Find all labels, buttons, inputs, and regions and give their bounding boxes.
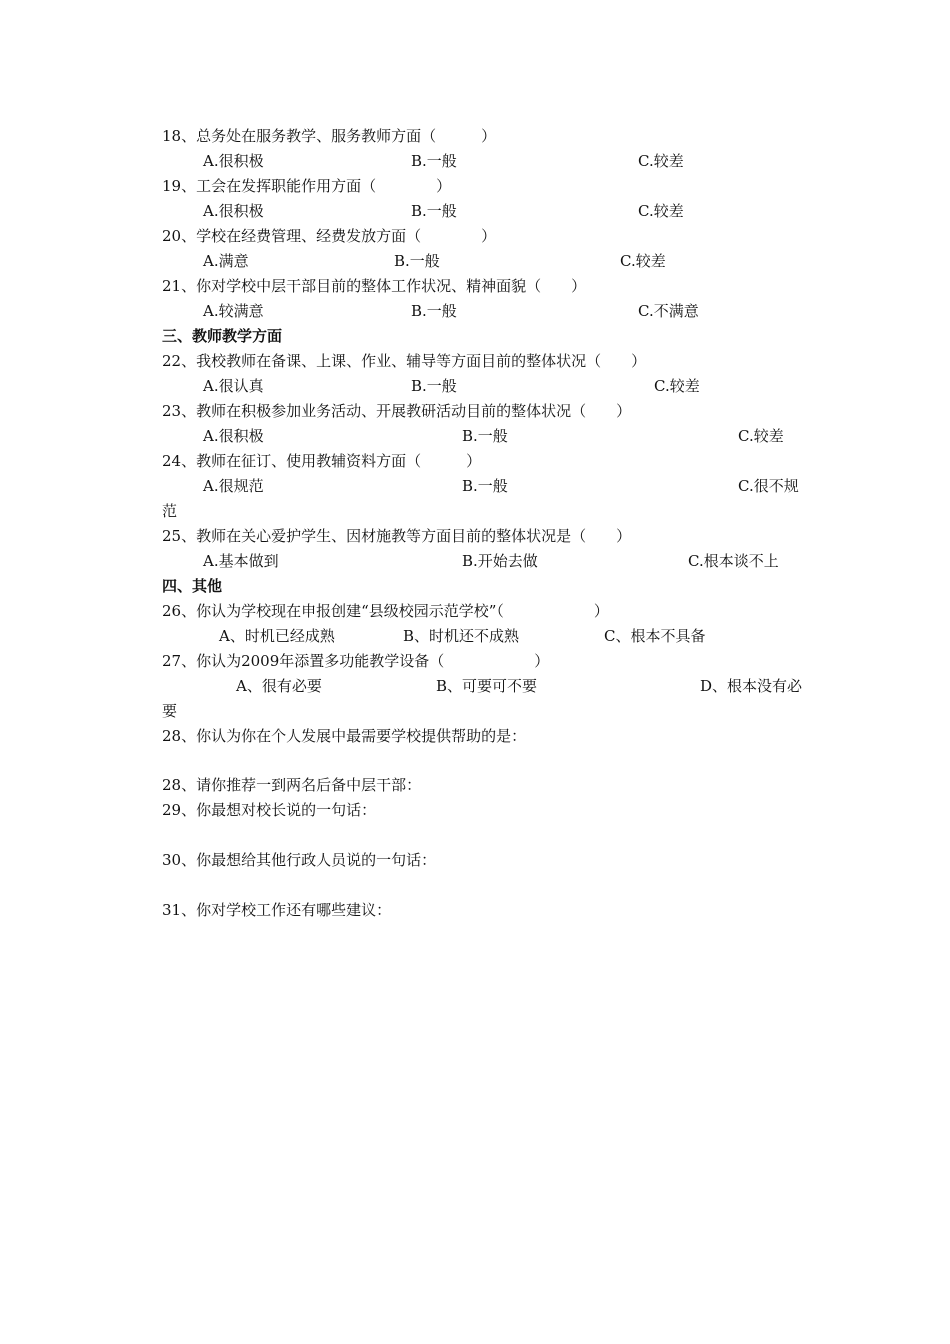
open-question-28: 28、你认为你在个人发展中最需要学校提供帮助的是： bbox=[162, 727, 527, 745]
option-b: B.一般 bbox=[411, 302, 457, 320]
question-25: 25、教师在关心爱护学生、因材施教等方面目前的整体状况是（ ） bbox=[162, 527, 632, 545]
question-27: 27、你认为2009年添置多功能教学设备（ ） bbox=[162, 652, 550, 670]
section-heading: 三、教师教学方面 bbox=[162, 327, 283, 345]
option-b: B.开始去做 bbox=[462, 552, 538, 570]
option-b: B.一般 bbox=[411, 202, 457, 220]
section-heading: 四、其他 bbox=[162, 577, 223, 595]
open-question-30: 30、你最想给其他行政人员说的一句话： bbox=[162, 851, 437, 869]
option-a: A.较满意 bbox=[203, 302, 264, 320]
option-b: B.一般 bbox=[411, 152, 457, 170]
option-a: A.满意 bbox=[203, 252, 249, 270]
option-c: C.较差 bbox=[620, 252, 666, 270]
question-26: 26、你认为学校现在申报创建“县级校园示范学校”（ ） bbox=[162, 602, 609, 620]
open-question-28b: 28、请你推荐一到两名后备中层干部： bbox=[162, 776, 422, 794]
option-a: A、很有必要 bbox=[236, 677, 322, 695]
option-b: B.一般 bbox=[394, 252, 440, 270]
option-d: D、根本没有必 bbox=[700, 677, 803, 695]
question-22: 22、我校教师在备课、上课、作业、辅导等方面目前的整体状况（ ） bbox=[162, 352, 647, 370]
wrapped-text: 范 bbox=[162, 502, 178, 520]
open-question-29: 29、你最想对校长说的一句话： bbox=[162, 801, 377, 819]
question-18: 18、总务处在服务教学、服务教师方面（ ） bbox=[162, 127, 497, 145]
option-c: C.较差 bbox=[638, 202, 684, 220]
option-a: A.基本做到 bbox=[203, 552, 279, 570]
option-a: A.很积极 bbox=[203, 202, 264, 220]
option-b: B、时机还不成熟 bbox=[403, 627, 520, 645]
option-c: C.很不规 bbox=[738, 477, 799, 495]
option-c: C.不满意 bbox=[638, 302, 699, 320]
option-b: B、可要可不要 bbox=[436, 677, 538, 695]
question-21: 21、你对学校中层干部目前的整体工作状况、精神面貌（ ） bbox=[162, 277, 587, 295]
question-20: 20、学校在经费管理、经费发放方面（ ） bbox=[162, 227, 497, 245]
option-c: C、根本不具备 bbox=[604, 627, 706, 645]
option-a: A.很认真 bbox=[203, 377, 264, 395]
open-question-31: 31、你对学校工作还有哪些建议： bbox=[162, 901, 392, 919]
option-c: C.较差 bbox=[738, 427, 784, 445]
question-19: 19、工会在发挥职能作用方面（ ） bbox=[162, 177, 452, 195]
question-24: 24、教师在征订、使用教辅资料方面（ ） bbox=[162, 452, 482, 470]
option-c: C.较差 bbox=[638, 152, 684, 170]
option-a: A、时机已经成熟 bbox=[219, 627, 335, 645]
option-b: B.一般 bbox=[462, 477, 508, 495]
wrapped-text: 要 bbox=[162, 702, 178, 720]
option-a: A.很积极 bbox=[203, 152, 264, 170]
option-a: A.很积极 bbox=[203, 427, 264, 445]
option-c: C.较差 bbox=[654, 377, 700, 395]
option-b: B.一般 bbox=[411, 377, 457, 395]
question-23: 23、教师在积极参加业务活动、开展教研活动目前的整体状况（ ） bbox=[162, 402, 632, 420]
option-c: C.根本谈不上 bbox=[688, 552, 779, 570]
option-a: A.很规范 bbox=[203, 477, 264, 495]
option-b: B.一般 bbox=[462, 427, 508, 445]
